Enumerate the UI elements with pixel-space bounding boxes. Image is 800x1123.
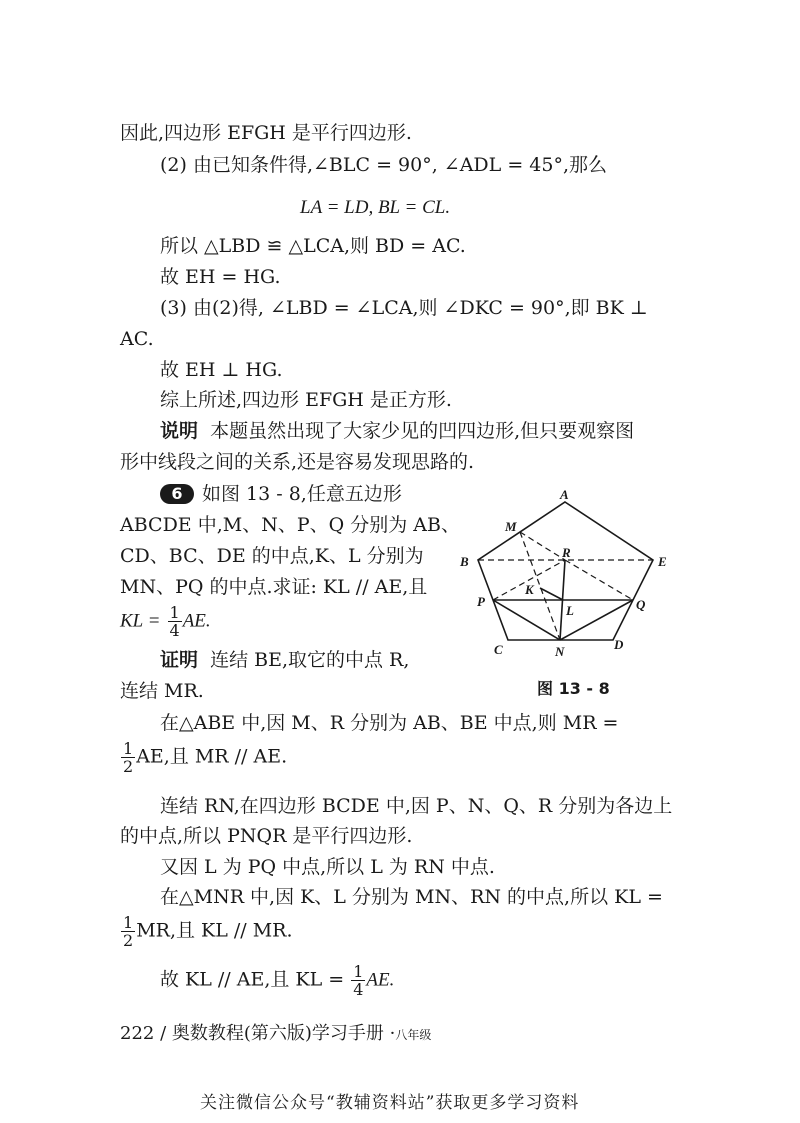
segment-PN	[493, 600, 560, 640]
proof-label: 证明	[160, 649, 199, 671]
label-D: D	[614, 637, 624, 652]
text-line: 的中点,所以 PNQR 是平行四边形.	[120, 825, 413, 847]
text-line: 在△MNR 中,因 K、L 分别为 MN、RN 的中点,所以 KL =	[160, 886, 663, 908]
problem-number-badge: 6	[160, 484, 194, 504]
label-K: K	[525, 582, 534, 597]
grade-label: 八年级	[395, 1028, 432, 1042]
label-M: M	[505, 519, 517, 534]
text-segment: MR,且 KL // MR.	[136, 919, 293, 942]
text-line: AC.	[120, 328, 154, 350]
proof-text: 连结 BE,取它的中点 R,	[210, 649, 410, 671]
page-footer	[120, 1019, 431, 1045]
text-line: CD、BC、DE 的中点,K、L 分别为	[120, 545, 424, 567]
watermark-text: 关注微信公众号“教辅资料站”获取更多学习资料	[200, 1093, 580, 1113]
fraction-line	[120, 914, 293, 949]
book-title: 奥数教程(第六版)学习手册 ·	[171, 1023, 396, 1044]
problem-6-line	[160, 481, 402, 507]
text-line: 故 EH ⊥ HG.	[160, 359, 283, 381]
figure-caption: 图 13 - 8	[537, 679, 610, 698]
fraction-one-half	[121, 914, 135, 949]
equation-line	[300, 194, 450, 221]
label-L: L	[566, 603, 574, 618]
fraction-numerator: 1	[123, 739, 134, 758]
text-segment: AE.	[182, 610, 211, 632]
text-line: 形中线段之间的关系,还是容易发现思路的.	[120, 451, 475, 473]
text-segment: 故 KL // AE,且 KL =	[160, 968, 345, 991]
text-line: (3) 由(2)得, ∠LBD = ∠LCA,则 ∠DKC = 90°,即 BK ⊥	[160, 297, 648, 319]
text-line: 在△ABE 中,因 M、R 分别为 AB、BE 中点,则 MR =	[160, 712, 619, 734]
label-R: R	[562, 545, 571, 560]
label-E: E	[658, 554, 667, 569]
fraction-one-half	[121, 740, 135, 775]
fraction-numerator: 1	[353, 962, 364, 981]
text-line: 连结 MR.	[120, 680, 204, 702]
equation-text: LA = LD, BL = CL.	[300, 197, 451, 218]
label-B: B	[460, 554, 469, 569]
fraction-one-quarter	[168, 604, 182, 639]
note-label: 说明	[160, 420, 199, 442]
fraction-denominator: 4	[353, 980, 364, 999]
text-segment: AE,且 MR // AE.	[136, 745, 288, 768]
text-line: 因此,四边形 EFGH 是平行四边形.	[120, 122, 412, 144]
text-segment: KL =	[120, 610, 161, 632]
label-C: C	[494, 642, 503, 657]
fraction-numerator: 1	[169, 603, 180, 622]
fraction-denominator: 2	[123, 757, 134, 776]
label-A: A	[560, 487, 569, 502]
label-Q: Q	[636, 597, 646, 612]
text-line: 所以 △LBD ≌ △LCA,则 BD = AC.	[160, 235, 466, 257]
proof-line	[160, 647, 409, 673]
fraction-denominator: 2	[123, 931, 134, 950]
fraction-denominator: 4	[169, 621, 180, 640]
fraction-line	[160, 963, 394, 998]
text-line: 又因 L 为 PQ 中点,所以 L 为 RN 中点.	[160, 856, 495, 878]
text-line: 故 EH = HG.	[160, 266, 281, 288]
segment-RQ	[565, 560, 633, 600]
pentagon-figure	[455, 487, 695, 677]
fraction-one-quarter	[351, 963, 365, 998]
text-line: (2) 由已知条件得,∠BLC = 90°, ∠ADL = 45°,那么	[160, 154, 607, 176]
fraction-numerator: 1	[123, 913, 134, 932]
fraction-line	[120, 740, 287, 775]
label-N: N	[555, 644, 565, 659]
text-line: 综上所述,四边形 EFGH 是正方形.	[160, 389, 452, 411]
text-line: MN、PQ 的中点.求证: KL // AE,且	[120, 576, 428, 598]
label-P: P	[477, 594, 485, 609]
problem-text: 如图 13 - 8,任意五边形	[202, 483, 402, 505]
segment-MR	[520, 532, 565, 560]
text-segment: AE.	[366, 969, 395, 991]
note-line	[160, 418, 634, 444]
note-text: 本题虽然出现了大家少见的凹四边形,但只要观察图	[210, 420, 635, 442]
page-number: 222 /	[120, 1023, 167, 1044]
segment-KL	[540, 588, 563, 600]
fraction-line	[120, 604, 211, 639]
text-line: ABCDE 中,M、N、P、Q 分别为 AB、	[120, 514, 460, 536]
text-line: 连结 RN,在四边形 BCDE 中,因 P、N、Q、R 分别为各边上	[160, 795, 673, 817]
